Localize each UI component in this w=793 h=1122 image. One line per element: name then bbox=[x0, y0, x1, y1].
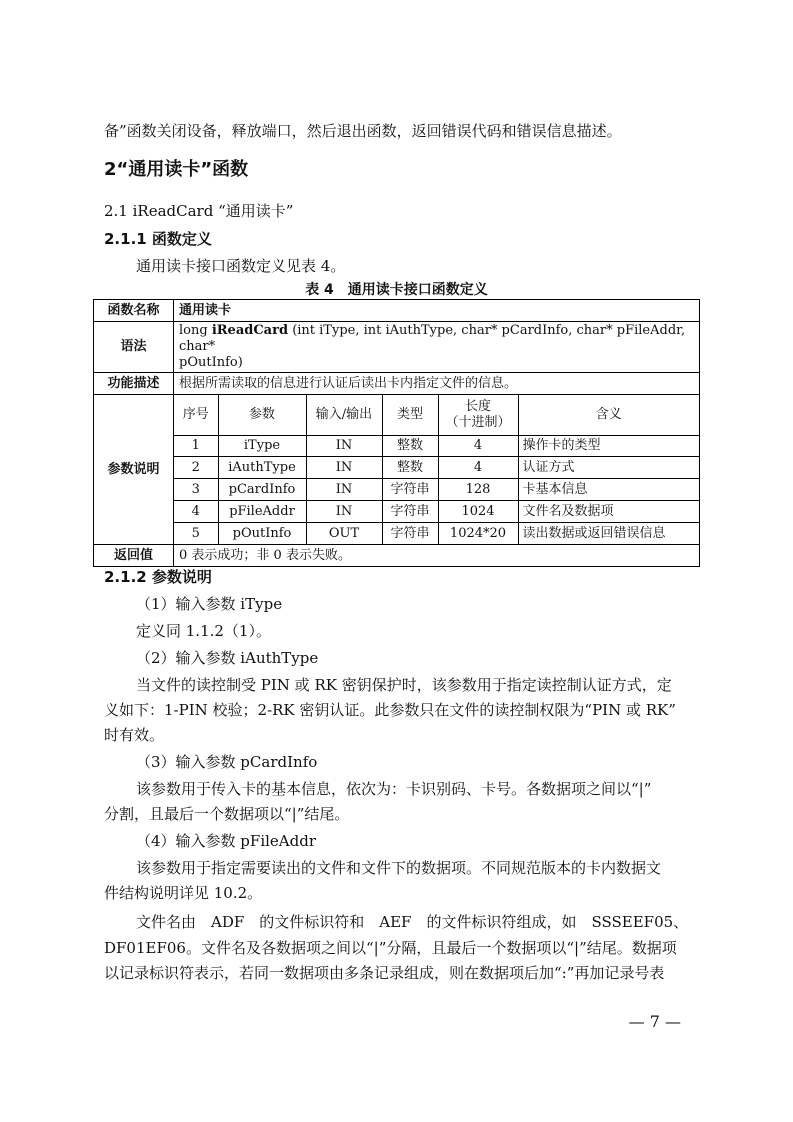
param-index: 4 bbox=[174, 501, 218, 523]
param-direction: IN bbox=[306, 457, 382, 479]
param-index: 5 bbox=[174, 523, 218, 544]
param-length: 4 bbox=[438, 435, 518, 457]
table-row bbox=[174, 435, 699, 457]
section-heading: 2“通用读卡”函数 bbox=[104, 159, 249, 180]
paragraph-line: 备”函数关闭设备，释放端口，然后退出函数，返回错误代码和错误信息描述。 bbox=[104, 122, 622, 140]
param-index: 2 bbox=[174, 457, 218, 479]
paragraph-line: 时有效。 bbox=[104, 726, 165, 744]
function-definition-table bbox=[93, 299, 700, 567]
param-title: （1）输入参数 iType bbox=[136, 595, 283, 613]
paragraph-line: 当文件的读控制受 PIN 或 RK 密钥保护时，该参数用于指定读控制认证方式，定 bbox=[136, 676, 672, 694]
table-caption: 表 4 通用读卡接口函数定义 bbox=[305, 282, 488, 298]
param-meaning: 认证方式 bbox=[518, 457, 699, 479]
syntax-args: (int iType, int iAuthType, char* pCardInfo, char* pFileAddr, char* bbox=[179, 323, 686, 354]
param-name: pFileAddr bbox=[218, 501, 306, 523]
param-name: pCardInfo bbox=[218, 479, 306, 501]
param-title: （2）输入参数 iAuthType bbox=[136, 649, 319, 667]
syntax-prefix: long bbox=[179, 323, 212, 338]
table-label: 返回值 bbox=[94, 545, 174, 567]
param-name: iType bbox=[218, 435, 306, 457]
param-direction: IN bbox=[306, 501, 382, 523]
paragraph-line: 以记录标识符表示，若同一数据项由多条记录组成，则在数据项后加“:”再加记录号表 bbox=[104, 964, 665, 982]
param-index: 3 bbox=[174, 479, 218, 501]
paragraph-line: DF01EF06。文件名及各数据项之间以“|”分隔，且最后一个数据项以“|”结尾。数据项 bbox=[104, 939, 677, 957]
paragraph-line: 文件名由 ADF 的文件标识符和 AEF 的文件标识符组成，如 SSSEEF05、 bbox=[136, 913, 689, 931]
table-label: 语法 bbox=[94, 322, 174, 373]
param-meaning: 文件名及数据项 bbox=[518, 501, 699, 523]
param-length: 128 bbox=[438, 479, 518, 501]
page-number: — 7 — bbox=[628, 1012, 681, 1031]
param-length: 1024*20 bbox=[438, 523, 518, 544]
syntax-function-name: iReadCard bbox=[211, 323, 289, 338]
params-header: 类型 bbox=[382, 395, 438, 435]
paragraph-line: 件结构说明详见 10.2。 bbox=[104, 884, 263, 902]
param-title: （3）输入参数 pCardInfo bbox=[136, 753, 318, 771]
params-header: 含义 bbox=[518, 395, 699, 435]
params-cell bbox=[174, 395, 700, 545]
table-row bbox=[174, 457, 699, 479]
param-length: 4 bbox=[438, 457, 518, 479]
params-table bbox=[174, 395, 699, 544]
table-label: 参数说明 bbox=[94, 395, 174, 545]
table-row bbox=[174, 523, 699, 544]
params-header: 长度 （十进制） bbox=[438, 395, 518, 435]
subsection-heading: 2.1 iReadCard “通用读卡” bbox=[104, 202, 294, 220]
table-row bbox=[174, 501, 699, 523]
param-length: 1024 bbox=[438, 501, 518, 523]
params-header: 序号 bbox=[174, 395, 218, 435]
param-meaning: 操作卡的类型 bbox=[518, 435, 699, 457]
table-row bbox=[174, 479, 699, 501]
param-type: 整数 bbox=[382, 435, 438, 457]
param-name: pOutInfo bbox=[218, 523, 306, 544]
param-meaning: 读出数据或返回错误信息 bbox=[518, 523, 699, 544]
param-type: 字符串 bbox=[382, 501, 438, 523]
param-type: 整数 bbox=[382, 457, 438, 479]
param-meaning: 卡基本信息 bbox=[518, 479, 699, 501]
paragraph-line: 分割，且最后一个数据项以“|”结尾。 bbox=[104, 805, 350, 823]
params-header: 参数 bbox=[218, 395, 306, 435]
param-type: 字符串 bbox=[382, 523, 438, 544]
params-header: 输入/输出 bbox=[306, 395, 382, 435]
syntax-args-line2: pOutInfo) bbox=[179, 355, 243, 370]
param-direction: IN bbox=[306, 479, 382, 501]
paragraph-line: 通用读卡接口函数定义见表 4。 bbox=[136, 257, 346, 275]
param-direction: OUT bbox=[306, 523, 382, 544]
paragraph-line: 义如下：1-PIN 校验；2-RK 密钥认证。此参数只在文件的读控制权限为“PIN 或 RK” bbox=[104, 701, 676, 719]
subsubsection-heading: 2.1.1 函数定义 bbox=[104, 230, 212, 248]
param-name: iAuthType bbox=[218, 457, 306, 479]
paragraph-line: 该参数用于传入卡的基本信息，依次为：卡识别码、卡号。各数据项之间以“|” bbox=[136, 780, 652, 798]
subsubsection-heading: 2.1.2 参数说明 bbox=[104, 568, 212, 586]
param-title: （4）输入参数 pFileAddr bbox=[136, 832, 317, 850]
table-label: 函数名称 bbox=[94, 300, 174, 322]
paragraph-line: 定义同 1.1.2（1）。 bbox=[136, 622, 271, 640]
paragraph-line: 该参数用于指定需要读出的文件和文件下的数据项。不同规范版本的卡内数据文 bbox=[136, 859, 662, 877]
param-type: 字符串 bbox=[382, 479, 438, 501]
param-index: 1 bbox=[174, 435, 218, 457]
table-value: 通用读卡 bbox=[174, 300, 700, 322]
syntax-value bbox=[174, 322, 700, 373]
table-label: 功能描述 bbox=[94, 373, 174, 395]
table-value: 0 表示成功；非 0 表示失败。 bbox=[174, 545, 700, 567]
table-value: 根据所需读取的信息进行认证后读出卡内指定文件的信息。 bbox=[174, 373, 700, 395]
param-direction: IN bbox=[306, 435, 382, 457]
